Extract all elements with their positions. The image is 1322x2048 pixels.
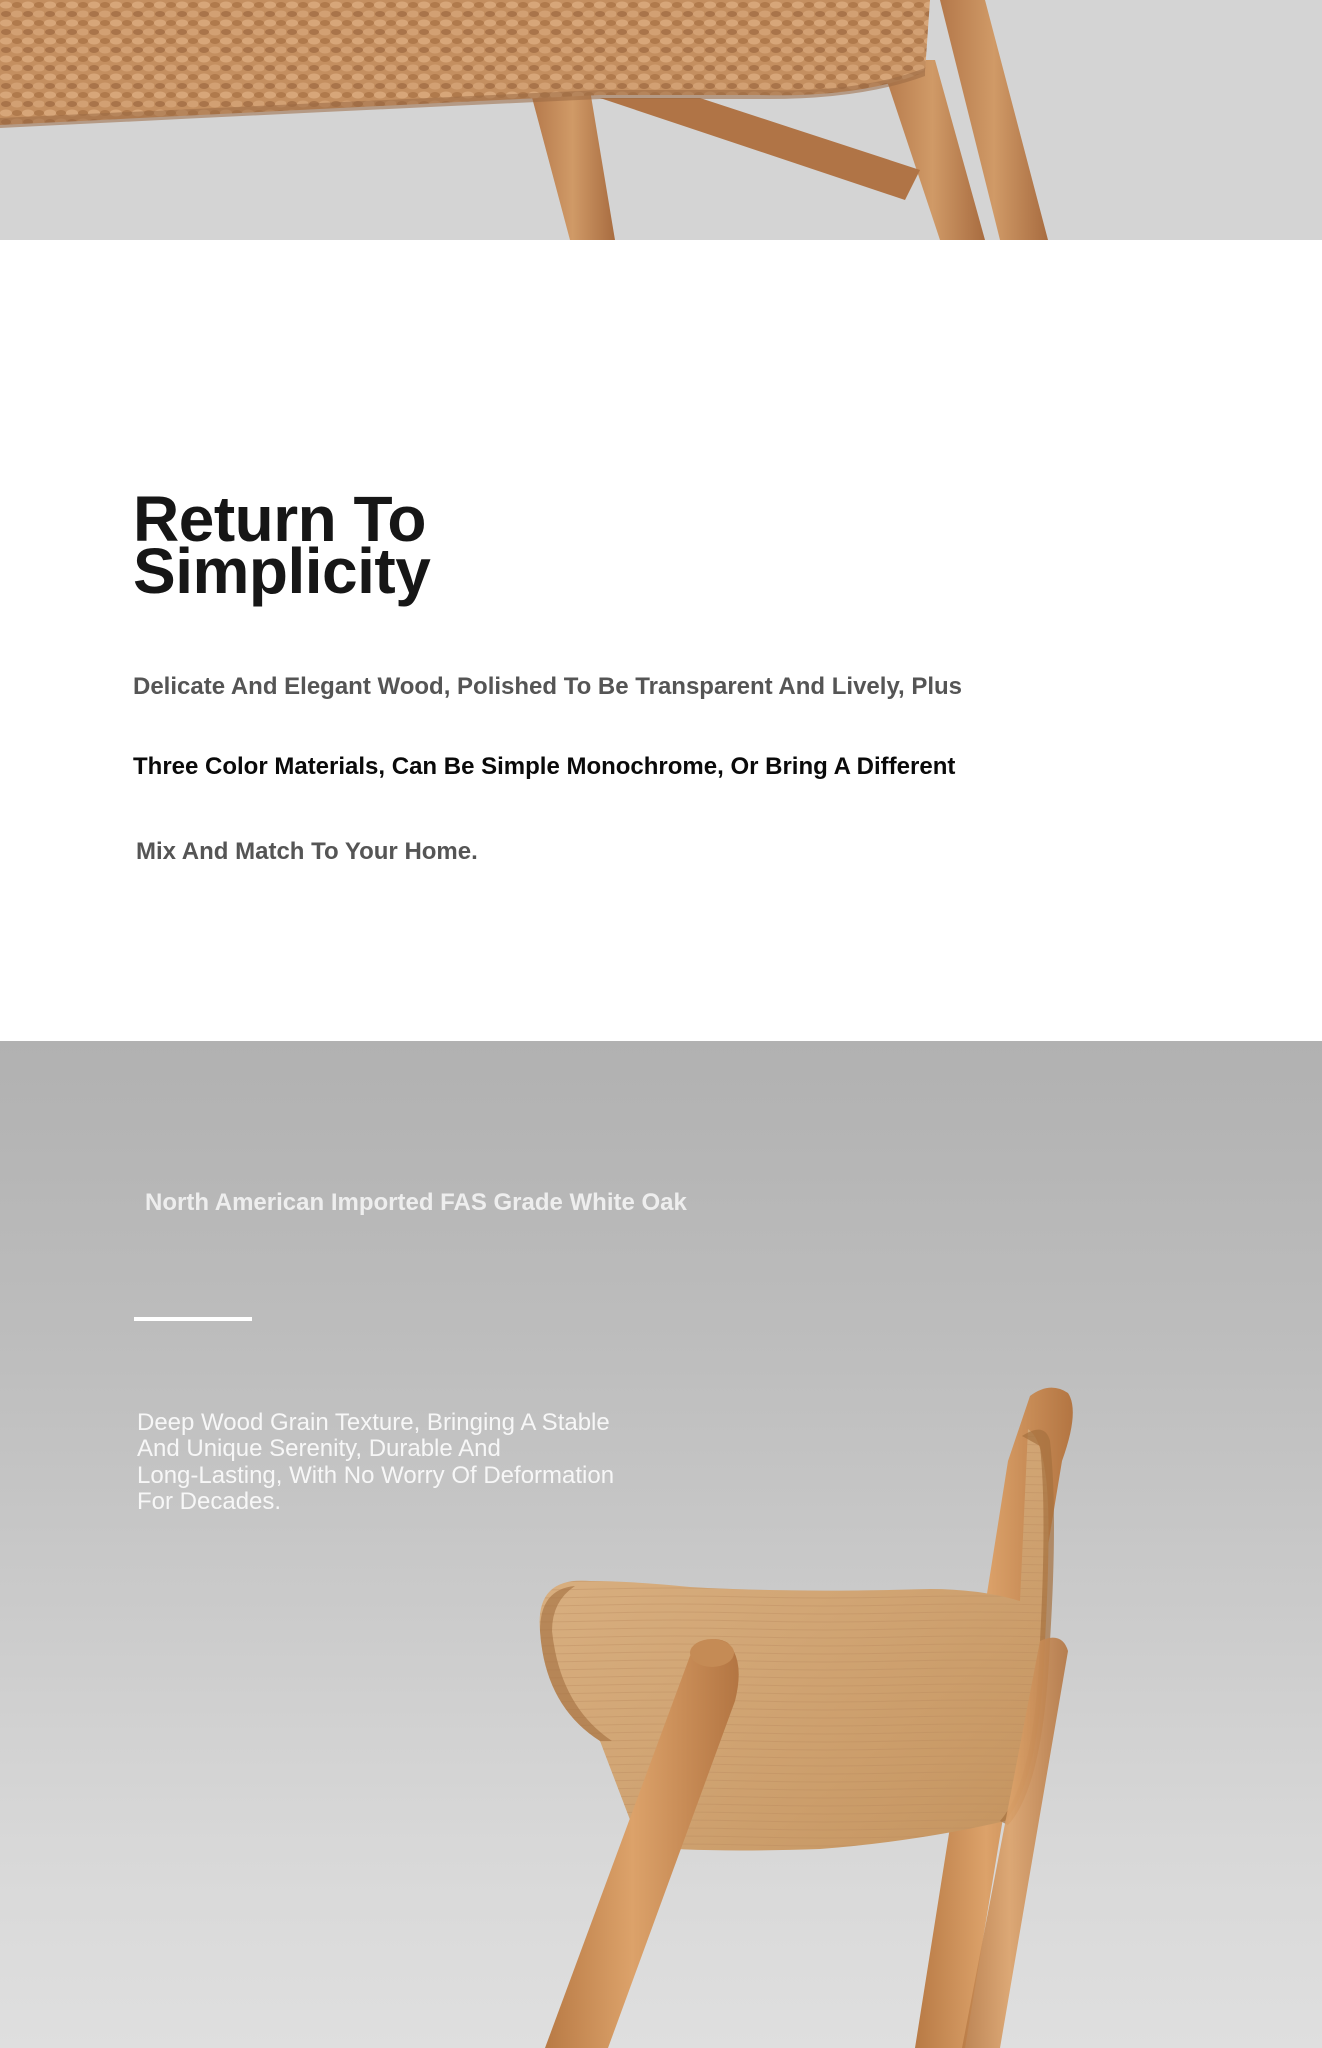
feature-description-line-4: For Decades. (137, 1488, 282, 1515)
title-divider (134, 1317, 252, 1321)
woven-seat (0, 0, 930, 125)
section-title-line-2: Simplicity (133, 535, 431, 607)
intro-section (0, 240, 1322, 1041)
feature-description-line-3: Long-Lasting, With No Worry Of Deformation (137, 1462, 615, 1489)
section-title-line-1: Return To (133, 483, 426, 555)
feature-title: North American Imported FAS Grade White Oak (145, 1189, 687, 1216)
front-leg (530, 90, 615, 240)
woven-seat-photo (0, 0, 1322, 240)
stretcher-rail (600, 98, 920, 200)
woven-seat-chair-illustration (0, 0, 1322, 240)
intro-paragraph-line-2: Three Color Materials, Can Be Simple Monochrome, Or Bring A Different (133, 753, 956, 780)
oak-chair-hero (0, 1041, 1322, 2048)
intro-paragraph-line-1: Delicate And Elegant Wood, Polished To Be Transparent And Lively, Plus (133, 673, 963, 700)
intro-paragraph-line-3: Mix And Match To Your Home. (136, 838, 478, 865)
feature-description-line-2: And Unique Serenity, Durable And (137, 1435, 501, 1462)
feature-description-line-1: Deep Wood Grain Texture, Bringing A Stable (137, 1409, 610, 1436)
